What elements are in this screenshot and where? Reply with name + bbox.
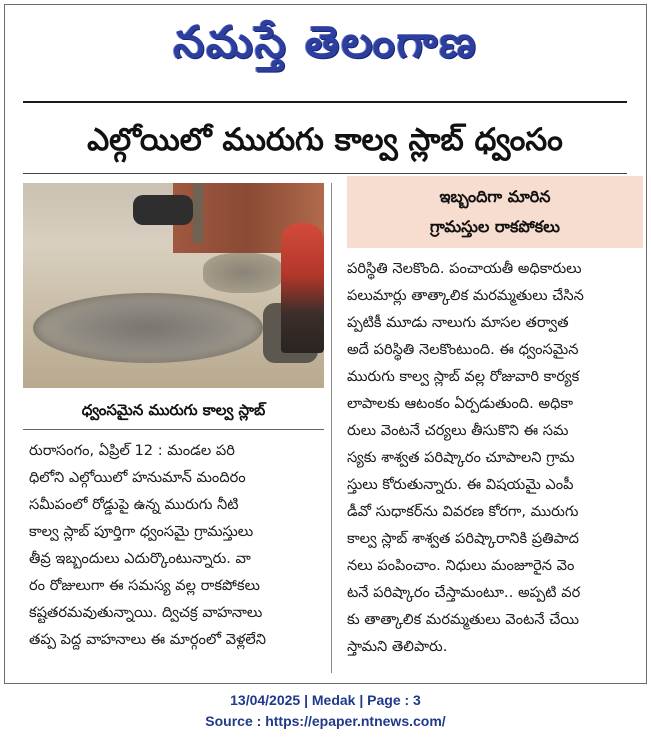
text-line: స్తామని తెలిపారు. xyxy=(347,638,448,655)
text-line: స్తులు కోరుతున్నారు. ఈ విషయమై ఎంపీ xyxy=(347,476,574,493)
source-link[interactable]: Source : https://epaper.ntnews.com/ xyxy=(205,713,446,729)
text-line: లాపాలకు ఆటంకం ఏర్పడుతుంది. అధికా xyxy=(347,395,574,412)
text-line: తప్ప పెద్ద వాహనాలు ఈ మార్గంలో వెళ్లలేని xyxy=(29,631,266,648)
article-subheading xyxy=(347,176,643,248)
text-line: టనే పరిష్కారం చేస్తామంటూ.. అప్పటి వర xyxy=(347,584,581,601)
article-column-right xyxy=(347,255,643,660)
masthead-divider xyxy=(23,101,627,103)
photo-rubble xyxy=(203,253,283,293)
caption-divider xyxy=(23,429,324,430)
photo-caption: ధ్వంసమైన మురుగు కాల్వ స్లాబ్ xyxy=(81,401,266,419)
text-line: నలు పంపించాం. నిధులు మంజూరైన వెం xyxy=(347,557,575,574)
text-line: తీవ్ర ఇబ్బందులు ఎదుర్కొంటున్నారు. వా xyxy=(29,550,251,567)
text-line: కాల్వ స్లాబ్ పూర్తిగా ధ్వంసమై గ్రామస్తులు xyxy=(29,523,254,540)
subheading-line-1: ఇబ్బందిగా మారిన xyxy=(439,187,551,206)
page-footer xyxy=(0,690,651,732)
article-headline: ఎల్గోయిలో మురుగు కాల్వ స్లాబ్ ధ్వంసం xyxy=(87,122,563,158)
text-line: సమీపంలో రోడ్డుపై ఉన్న మురుగు నీటి xyxy=(29,496,239,513)
text-line: ప్పటికీ మూడు నాలుగు మాసల తర్వాత xyxy=(347,314,569,331)
edition-info: 13/04/2025 | Medak | Page : 3 xyxy=(230,692,421,708)
text-line: పలుమార్లు తాత్కాలిక మరమ్మతులు చేసిన xyxy=(347,287,584,304)
text-line: కు తాత్కాలిక మరమ్మతులు వెంటనే చేయి xyxy=(347,611,580,628)
clipping-frame xyxy=(4,4,647,684)
headline-divider xyxy=(23,173,627,174)
column-divider xyxy=(331,183,332,673)
text-line: పరిస్థితి నెలకొంది. పంచాయతీ అధికారులు xyxy=(347,260,582,277)
text-line: కష్టతరమవుతున్నాయి. ద్విచక్ర వాహనాలు xyxy=(29,604,263,621)
photo-broken-slab xyxy=(33,293,263,363)
newspaper-masthead: నమస్తే తెలంగాణ xyxy=(173,17,478,68)
text-line: రం రోజులుగా ఈ సమస్య వల్ల రాకపోకలు xyxy=(29,577,260,594)
text-line: డీవో సుధాకర్‌ను వివరణ కోరగా, మురుగు xyxy=(347,503,579,520)
text-line: రురాసంగం, ఏప్రిల్ 12 : మండల పరి xyxy=(29,442,235,459)
text-line: కాల్వ స్లాబ్ శాశ్వత పరిష్కారానికి ప్రతిపాద xyxy=(347,530,579,547)
photo-rider xyxy=(281,223,324,353)
article-column-left xyxy=(29,437,324,653)
photo-pole xyxy=(193,183,203,243)
subheading-line-2: గ్రామస్తుల రాకపోకలు xyxy=(430,217,560,236)
text-line: మురుగు కాల్వ స్లాబ్ వల్ల రోజువారి కార్యక xyxy=(347,368,580,385)
text-line: స్యకు శాశ్వత పరిష్కారం చూపాలని గ్రామ xyxy=(347,449,575,466)
text-line: రులు వెంటనే చర్యలు తీసుకొని ఈ సమ xyxy=(347,422,569,439)
photo-parked-bike xyxy=(133,195,193,225)
article-photo xyxy=(23,183,324,388)
text-line: అదే పరిస్థితి నెలకొంటుంది. ఈ ధ్వంసమైన xyxy=(347,341,579,358)
text-line: ధిలోని ఎల్గోయిలో హనుమాన్ మందిరం xyxy=(29,469,246,486)
